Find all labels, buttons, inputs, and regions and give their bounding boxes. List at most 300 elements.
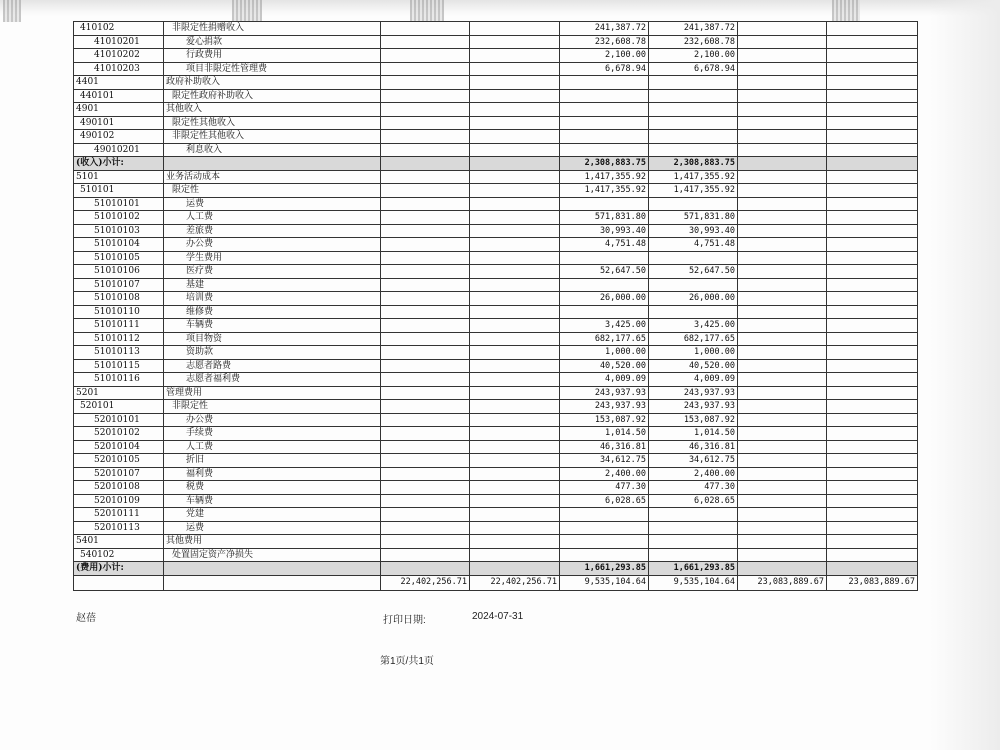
amount-cell — [381, 535, 470, 549]
amount-cell — [470, 400, 560, 414]
account-name-cell: 爱心捐款 — [164, 35, 381, 49]
amount-cell: 2,400.00 — [649, 467, 738, 481]
amount-cell — [649, 143, 738, 157]
amount-cell — [381, 224, 470, 238]
amount-cell — [381, 278, 470, 292]
amount-cell: 243,937.93 — [649, 400, 738, 414]
amount-cell — [381, 481, 470, 495]
amount-cell: 4,009.09 — [560, 373, 649, 387]
account-name-cell: 车辆费 — [164, 319, 381, 333]
amount-cell — [827, 103, 918, 117]
table-row — [74, 373, 918, 387]
amount-cell — [827, 386, 918, 400]
amount-cell — [470, 116, 560, 130]
account-code-cell: 51010108 — [74, 292, 164, 306]
amount-cell — [649, 197, 738, 211]
amount-cell — [381, 400, 470, 414]
amount-cell — [738, 76, 827, 90]
amount-cell — [827, 278, 918, 292]
amount-cell — [381, 562, 470, 576]
amount-cell: 46,316.81 — [560, 440, 649, 454]
amount-cell: 4,751.48 — [649, 238, 738, 252]
amount-cell: 22,402,256.71 — [470, 575, 560, 590]
account-name-cell: 其他费用 — [164, 535, 381, 549]
amount-cell — [738, 22, 827, 36]
amount-cell — [827, 454, 918, 468]
amount-cell — [470, 467, 560, 481]
table-row — [74, 481, 918, 495]
amount-cell — [470, 35, 560, 49]
account-name-cell: 业务活动成本 — [164, 170, 381, 184]
amount-cell — [470, 319, 560, 333]
amount-cell — [560, 251, 649, 265]
amount-cell: 34,612.75 — [649, 454, 738, 468]
amount-cell — [470, 251, 560, 265]
amount-cell — [827, 62, 918, 76]
amount-cell: 4,751.48 — [560, 238, 649, 252]
amount-cell — [738, 62, 827, 76]
subtotal-row — [74, 562, 918, 576]
account-name-cell: 人工费 — [164, 440, 381, 454]
amount-cell: 1,417,355.92 — [649, 170, 738, 184]
account-code-cell: 51010116 — [74, 373, 164, 387]
table-row — [74, 427, 918, 441]
account-name-cell: 限定性 — [164, 184, 381, 198]
account-code-cell: 51010102 — [74, 211, 164, 225]
amount-cell — [470, 413, 560, 427]
amount-cell — [381, 265, 470, 279]
amount-cell — [470, 548, 560, 562]
table-row — [74, 49, 918, 63]
amount-cell — [381, 62, 470, 76]
amount-cell — [738, 521, 827, 535]
account-code-cell: 520101 — [74, 400, 164, 414]
scan-right-shadow — [930, 0, 1000, 750]
amount-cell — [738, 89, 827, 103]
amount-cell: 3,425.00 — [560, 319, 649, 333]
amount-cell — [470, 494, 560, 508]
amount-cell — [560, 278, 649, 292]
account-code-cell: 4901 — [74, 103, 164, 117]
table-row — [74, 251, 918, 265]
account-code-cell: 51010111 — [74, 319, 164, 333]
amount-cell — [470, 535, 560, 549]
account-code-cell: (收入)小计: — [74, 157, 164, 171]
amount-cell — [560, 548, 649, 562]
print-date: 2024-07-31 — [472, 611, 524, 622]
amount-cell — [738, 238, 827, 252]
amount-cell — [470, 359, 560, 373]
amount-cell — [470, 49, 560, 63]
amount-cell — [738, 49, 827, 63]
amount-cell — [827, 224, 918, 238]
amount-cell — [560, 143, 649, 157]
amount-cell — [738, 454, 827, 468]
amount-cell — [560, 76, 649, 90]
amount-cell — [381, 548, 470, 562]
amount-cell — [381, 292, 470, 306]
amount-cell — [381, 22, 470, 36]
amount-cell: 52,647.50 — [560, 265, 649, 279]
amount-cell — [470, 373, 560, 387]
account-code-cell: 52010104 — [74, 440, 164, 454]
amount-cell — [827, 116, 918, 130]
amount-cell — [738, 170, 827, 184]
account-name-cell — [164, 157, 381, 171]
amount-cell — [470, 292, 560, 306]
account-name-cell — [164, 575, 381, 590]
amount-cell: 1,000.00 — [560, 346, 649, 360]
amount-cell — [470, 157, 560, 171]
ledger-table — [73, 21, 918, 591]
amount-cell — [827, 346, 918, 360]
amount-cell: 4,009.09 — [649, 373, 738, 387]
amount-cell — [827, 400, 918, 414]
account-name-cell: 折旧 — [164, 454, 381, 468]
amount-cell — [827, 521, 918, 535]
amount-cell — [381, 508, 470, 522]
amount-cell — [470, 305, 560, 319]
amount-cell — [827, 49, 918, 63]
amount-cell — [738, 481, 827, 495]
amount-cell — [470, 454, 560, 468]
account-name-cell: 车辆费 — [164, 494, 381, 508]
amount-cell — [738, 359, 827, 373]
table-row — [74, 521, 918, 535]
account-name-cell: 人工费 — [164, 211, 381, 225]
account-name-cell: 政府补助收入 — [164, 76, 381, 90]
table-row — [74, 103, 918, 117]
amount-cell — [381, 346, 470, 360]
amount-cell — [649, 103, 738, 117]
amount-cell: 23,083,889.67 — [827, 575, 918, 590]
amount-cell: 241,387.72 — [649, 22, 738, 36]
account-code-cell: 51010113 — [74, 346, 164, 360]
amount-cell: 243,937.93 — [560, 400, 649, 414]
amount-cell — [738, 400, 827, 414]
amount-cell — [470, 521, 560, 535]
amount-cell: 2,100.00 — [649, 49, 738, 63]
account-name-cell: 差旅费 — [164, 224, 381, 238]
amount-cell — [738, 143, 827, 157]
amount-cell — [649, 76, 738, 90]
amount-cell: 30,993.40 — [649, 224, 738, 238]
amount-cell: 40,520.00 — [560, 359, 649, 373]
scan-smudge — [832, 0, 860, 22]
table-row — [74, 197, 918, 211]
account-name-cell: 税费 — [164, 481, 381, 495]
account-code-cell: 51010103 — [74, 224, 164, 238]
amount-cell — [827, 481, 918, 495]
amount-cell — [470, 332, 560, 346]
account-code-cell: 41010202 — [74, 49, 164, 63]
amount-cell — [827, 359, 918, 373]
amount-cell — [827, 184, 918, 198]
ledger-body — [74, 22, 918, 591]
amount-cell — [827, 562, 918, 576]
amount-cell — [470, 562, 560, 576]
amount-cell — [827, 22, 918, 36]
amount-cell — [381, 76, 470, 90]
amount-cell: 2,308,883.75 — [649, 157, 738, 171]
amount-cell — [381, 440, 470, 454]
amount-cell: 1,417,355.92 — [560, 184, 649, 198]
amount-cell — [649, 251, 738, 265]
amount-cell: 1,661,293.85 — [560, 562, 649, 576]
amount-cell: 232,608.78 — [560, 35, 649, 49]
amount-cell — [827, 494, 918, 508]
amount-cell — [470, 170, 560, 184]
amount-cell — [560, 89, 649, 103]
amount-cell — [649, 521, 738, 535]
amount-cell — [827, 265, 918, 279]
amount-cell: 682,177.65 — [560, 332, 649, 346]
account-name-cell: 维修费 — [164, 305, 381, 319]
amount-cell — [381, 184, 470, 198]
amount-cell: 1,000.00 — [649, 346, 738, 360]
amount-cell — [560, 521, 649, 535]
account-name-cell: 其他收入 — [164, 103, 381, 117]
account-code-cell: 51010115 — [74, 359, 164, 373]
account-name-cell: 处置固定资产净损失 — [164, 548, 381, 562]
amount-cell — [827, 319, 918, 333]
amount-cell — [827, 76, 918, 90]
amount-cell — [738, 157, 827, 171]
amount-cell — [381, 373, 470, 387]
account-code-cell: 51010105 — [74, 251, 164, 265]
amount-cell — [738, 332, 827, 346]
amount-cell — [827, 413, 918, 427]
amount-cell — [827, 467, 918, 481]
amount-cell — [470, 197, 560, 211]
amount-cell — [470, 184, 560, 198]
account-code-cell: 51010104 — [74, 238, 164, 252]
amount-cell: 232,608.78 — [649, 35, 738, 49]
account-code-cell: 52010111 — [74, 508, 164, 522]
account-code-cell: 49010201 — [74, 143, 164, 157]
account-code-cell: 5101 — [74, 170, 164, 184]
amount-cell — [827, 251, 918, 265]
scan-smudge — [410, 0, 444, 22]
amount-cell — [738, 116, 827, 130]
account-name-cell: 资助款 — [164, 346, 381, 360]
table-row — [74, 508, 918, 522]
table-row — [74, 467, 918, 481]
amount-cell — [827, 427, 918, 441]
table-row — [74, 278, 918, 292]
account-code-cell: 51010112 — [74, 332, 164, 346]
account-name-cell: 限定性政府补助收入 — [164, 89, 381, 103]
amount-cell: 26,000.00 — [649, 292, 738, 306]
amount-cell — [381, 319, 470, 333]
amount-cell: 22,402,256.71 — [381, 575, 470, 590]
account-name-cell: 福利费 — [164, 467, 381, 481]
amount-cell — [738, 103, 827, 117]
amount-cell — [738, 292, 827, 306]
table-row — [74, 238, 918, 252]
amount-cell — [470, 440, 560, 454]
amount-cell — [827, 130, 918, 144]
account-name-cell: 志愿者路费 — [164, 359, 381, 373]
amount-cell — [738, 130, 827, 144]
account-code-cell: 510101 — [74, 184, 164, 198]
amount-cell — [738, 224, 827, 238]
amount-cell — [738, 35, 827, 49]
amount-cell — [738, 346, 827, 360]
amount-cell — [827, 197, 918, 211]
amount-cell — [470, 130, 560, 144]
table-row — [74, 400, 918, 414]
amount-cell — [827, 143, 918, 157]
account-name-cell: 手续费 — [164, 427, 381, 441]
amount-cell: 571,831.80 — [649, 211, 738, 225]
account-code-cell: 52010101 — [74, 413, 164, 427]
amount-cell — [560, 508, 649, 522]
amount-cell — [649, 508, 738, 522]
amount-cell — [827, 332, 918, 346]
account-name-cell: 限定性其他收入 — [164, 116, 381, 130]
table-row — [74, 332, 918, 346]
account-code-cell: 52010102 — [74, 427, 164, 441]
amount-cell: 6,028.65 — [560, 494, 649, 508]
amount-cell — [470, 481, 560, 495]
account-code-cell: (费用)小计: — [74, 562, 164, 576]
account-name-cell: 管理费用 — [164, 386, 381, 400]
amount-cell — [738, 440, 827, 454]
amount-cell — [827, 89, 918, 103]
amount-cell: 1,014.50 — [649, 427, 738, 441]
amount-cell — [470, 143, 560, 157]
amount-cell — [560, 116, 649, 130]
amount-cell — [381, 116, 470, 130]
amount-cell — [649, 116, 738, 130]
account-code-cell: 490101 — [74, 116, 164, 130]
account-name-cell: 项目物资 — [164, 332, 381, 346]
amount-cell — [738, 413, 827, 427]
account-name-cell: 志愿者福利费 — [164, 373, 381, 387]
amount-cell — [649, 305, 738, 319]
account-code-cell: 52010108 — [74, 481, 164, 495]
amount-cell — [738, 535, 827, 549]
account-name-cell: 培训费 — [164, 292, 381, 306]
amount-cell — [381, 238, 470, 252]
amount-cell — [381, 494, 470, 508]
account-name-cell: 基建 — [164, 278, 381, 292]
table-row — [74, 22, 918, 36]
amount-cell — [827, 548, 918, 562]
amount-cell — [381, 359, 470, 373]
table-row — [74, 359, 918, 373]
amount-cell: 1,417,355.92 — [649, 184, 738, 198]
amount-cell — [738, 386, 827, 400]
amount-cell — [381, 413, 470, 427]
account-name-cell: 运费 — [164, 521, 381, 535]
amount-cell: 477.30 — [560, 481, 649, 495]
table-row — [74, 143, 918, 157]
amount-cell — [560, 130, 649, 144]
amount-cell — [738, 251, 827, 265]
amount-cell — [738, 548, 827, 562]
table-row — [74, 170, 918, 184]
account-code-cell: 52010107 — [74, 467, 164, 481]
account-code-cell: 51010110 — [74, 305, 164, 319]
amount-cell: 3,425.00 — [649, 319, 738, 333]
amount-cell — [827, 535, 918, 549]
table-row — [74, 224, 918, 238]
account-name-cell: 办公费 — [164, 413, 381, 427]
amount-cell — [381, 170, 470, 184]
table-row — [74, 413, 918, 427]
amount-cell: 153,087.92 — [649, 413, 738, 427]
account-name-cell: 项目非限定性管理费 — [164, 62, 381, 76]
amount-cell — [381, 211, 470, 225]
amount-cell — [470, 508, 560, 522]
amount-cell — [827, 170, 918, 184]
account-code-cell: 51010106 — [74, 265, 164, 279]
amount-cell — [649, 535, 738, 549]
amount-cell — [381, 157, 470, 171]
amount-cell — [470, 62, 560, 76]
amount-cell — [738, 427, 827, 441]
account-code-cell: 490102 — [74, 130, 164, 144]
account-code-cell: 51010101 — [74, 197, 164, 211]
amount-cell — [738, 197, 827, 211]
table-row — [74, 292, 918, 306]
subtotal-row — [74, 157, 918, 171]
table-row — [74, 386, 918, 400]
table-row — [74, 454, 918, 468]
table-row — [74, 535, 918, 549]
amount-cell — [470, 76, 560, 90]
scan-smudge — [232, 0, 262, 22]
account-code-cell: 52010109 — [74, 494, 164, 508]
amount-cell: 34,612.75 — [560, 454, 649, 468]
account-name-cell: 运费 — [164, 197, 381, 211]
table-row — [74, 440, 918, 454]
account-code-cell: 41010203 — [74, 62, 164, 76]
amount-cell — [470, 265, 560, 279]
amount-cell — [738, 319, 827, 333]
table-row — [74, 265, 918, 279]
table-row — [74, 305, 918, 319]
account-code-cell: 5401 — [74, 535, 164, 549]
amount-cell: 243,937.93 — [560, 386, 649, 400]
table-row — [74, 62, 918, 76]
table-row — [74, 116, 918, 130]
amount-cell — [470, 211, 560, 225]
amount-cell — [381, 89, 470, 103]
amount-cell: 9,535,104.64 — [649, 575, 738, 590]
amount-cell — [560, 535, 649, 549]
amount-cell — [738, 467, 827, 481]
amount-cell — [470, 89, 560, 103]
account-name-cell: 非限定性 — [164, 400, 381, 414]
amount-cell: 1,014.50 — [560, 427, 649, 441]
amount-cell — [827, 508, 918, 522]
amount-cell — [827, 373, 918, 387]
account-name-cell: 利息收入 — [164, 143, 381, 157]
amount-cell — [381, 386, 470, 400]
amount-cell: 571,831.80 — [560, 211, 649, 225]
table-row — [74, 76, 918, 90]
amount-cell — [738, 184, 827, 198]
amount-cell — [827, 157, 918, 171]
amount-cell: 9,535,104.64 — [560, 575, 649, 590]
page-number: 第1页/共1页 — [380, 656, 434, 667]
account-code-cell: 41010201 — [74, 35, 164, 49]
amount-cell — [649, 130, 738, 144]
account-code-cell: 52010105 — [74, 454, 164, 468]
